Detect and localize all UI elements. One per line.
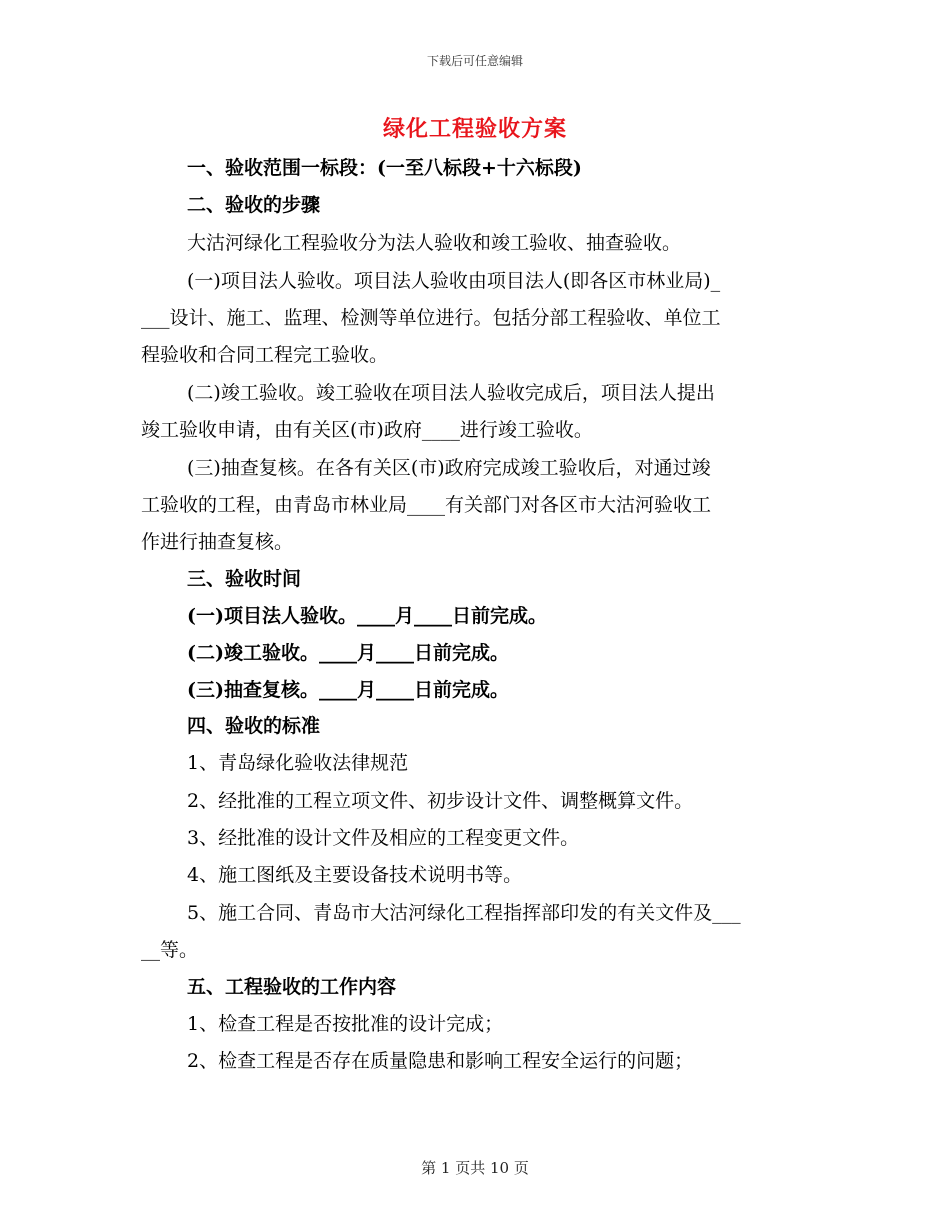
section-heading-3: 三、验收时间	[187, 568, 302, 590]
paragraph-line: ___设计、施工、监理、检测等单位进行。包括分部工程验收、单位工	[141, 307, 721, 329]
paragraph-line: 大沽河绿化工程验收分为法人验收和竣工验收、抽查验收。	[187, 232, 682, 254]
paragraph-line: (二)竣工验收。竣工验收在项目法人验收完成后，项目法人提出	[187, 382, 715, 404]
page-footer: 第 1 页共 10 页	[421, 1159, 529, 1177]
paragraph-line: 程验收和合同工程完工验收。	[141, 344, 389, 366]
paragraph-line: 作进行抽查复核。	[141, 531, 294, 553]
list-item: 4、施工图纸及主要设备技术说明书等。	[187, 864, 523, 886]
schedule-item: (二)竣工验收。____月____日前完成。	[187, 642, 509, 664]
list-item: 2、检查工程是否存在质量隐患和影响工程安全运行的问题；	[187, 1050, 694, 1072]
schedule-item: (三)抽查复核。____月____日前完成。	[187, 679, 509, 701]
paragraph-line: (一)项目法人验收。项目法人验收由项目法人(即各区市林业局)_	[187, 270, 721, 292]
list-item: 2、经批准的工程立项文件、初步设计文件、调整概算文件。	[187, 790, 694, 812]
list-item-continuation: __等。	[141, 939, 199, 961]
header-note: 下载后可任意编辑	[426, 54, 523, 68]
section-heading-4: 四、验收的标准	[187, 715, 321, 737]
section-heading-5: 五、工程验收的工作内容	[187, 976, 397, 998]
paragraph-line: 竣工验收申请，由有关区(市)政府____进行竣工验收。	[141, 419, 593, 441]
list-item: 5、施工合同、青岛市大沽河绿化工程指挥部印发的有关文件及___	[187, 902, 741, 924]
section-heading-2: 二、验收的步骤	[187, 194, 321, 216]
list-item: 1、检查工程是否按批准的设计完成；	[187, 1013, 504, 1035]
schedule-item: (一)项目法人验收。____月____日前完成。	[187, 605, 547, 627]
list-item: 1、青岛绿化验收法律规范	[187, 752, 409, 774]
section-heading-1: 一、验收范围一标段：(一至八标段+十六标段)	[187, 157, 582, 179]
document-title: 绿化工程验收方案	[382, 116, 567, 142]
paragraph-line: 工验收的工程，由青岛市林业局____有关部门对各区市大沽河验收工	[141, 494, 712, 516]
paragraph-line: (三)抽查复核。在各有关区(市)政府完成竣工验收后，对通过竣	[187, 457, 711, 479]
list-item: 3、经批准的设计文件及相应的工程变更文件。	[187, 827, 580, 849]
